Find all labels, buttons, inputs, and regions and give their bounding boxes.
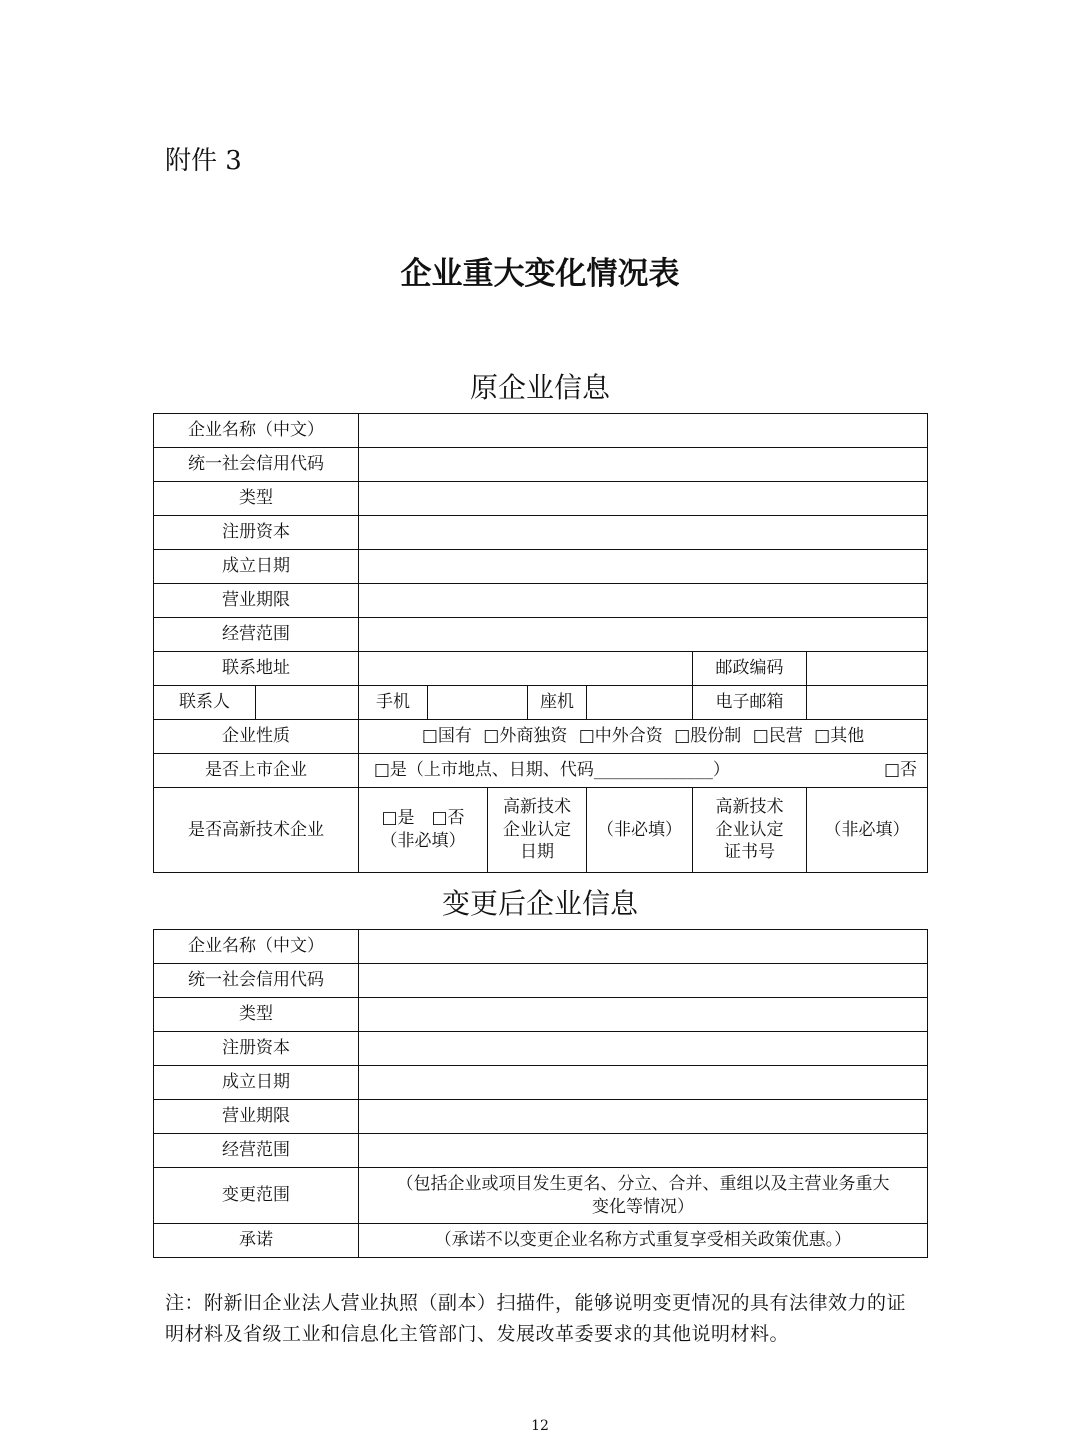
table-row	[154, 1100, 928, 1134]
label-company-name: 企业名称（中文）	[154, 414, 359, 448]
field-term[interactable]	[359, 584, 928, 618]
checkbox-other[interactable]: □其他	[814, 726, 865, 747]
table-row	[154, 652, 928, 686]
checkbox-joint-stock[interactable]: □股份制	[674, 726, 742, 747]
table-row	[154, 686, 928, 720]
field-email[interactable]	[807, 686, 928, 720]
table-row	[154, 414, 928, 448]
label-hitech-cert: 高新技术 企业认定 证书号	[693, 788, 807, 873]
label-landline: 座机	[528, 686, 587, 720]
section-title-changed: 变更后企业信息	[441, 887, 638, 920]
field-change-scope[interactable]: （包括企业或项目发生更名、分立、合并、重组以及主营业务重大 变化等情况）	[359, 1168, 928, 1224]
label-postcode: 邮政编码	[693, 652, 807, 686]
label-contact: 联系人	[154, 686, 256, 720]
label-mobile: 手机	[359, 686, 428, 720]
field-established[interactable]	[359, 550, 928, 584]
field-type[interactable]	[359, 482, 928, 516]
label-promise: 承诺	[154, 1224, 359, 1258]
label-scope: 经营范围	[154, 618, 359, 652]
field-credit-code[interactable]	[359, 448, 928, 482]
field-type[interactable]	[359, 998, 928, 1032]
table-row	[154, 448, 928, 482]
footnote: 注：附新旧企业法人营业执照（副本）扫描件，能够说明变更情况的具有法律效力的证明材料及省级工业和信息化主管部门、发展改革委要求的其他说明材料。	[165, 1292, 907, 1345]
label-type: 类型	[154, 482, 359, 516]
field-promise[interactable]: （承诺不以变更企业名称方式重复享受相关政策优惠。）	[359, 1224, 928, 1258]
table-row	[154, 998, 928, 1032]
hitech-yesno-cell	[359, 788, 488, 873]
label-established: 成立日期	[154, 1066, 359, 1100]
checkbox-state-owned[interactable]: □国有	[421, 726, 472, 747]
field-postcode[interactable]	[807, 652, 928, 686]
label-company-name: 企业名称（中文）	[154, 930, 359, 964]
field-address[interactable]	[359, 652, 693, 686]
table-row	[154, 618, 928, 652]
table-row	[154, 788, 928, 873]
label-hitech: 是否高新技术企业	[154, 788, 359, 873]
table-row	[154, 482, 928, 516]
label-listed: 是否上市企业	[154, 754, 359, 788]
changed-info-table	[153, 929, 928, 1258]
table-row	[154, 1134, 928, 1168]
original-info-table	[153, 413, 928, 873]
label-established: 成立日期	[154, 550, 359, 584]
field-company-name[interactable]	[359, 414, 928, 448]
label-credit-code: 统一社会信用代码	[154, 448, 359, 482]
section-title-original: 原企业信息	[469, 371, 610, 404]
label-email: 电子邮箱	[693, 686, 807, 720]
label-address: 联系地址	[154, 652, 359, 686]
nature-options	[359, 720, 928, 754]
field-contact[interactable]	[256, 686, 359, 720]
optional-note: （非必填）	[380, 831, 466, 851]
label-type: 类型	[154, 998, 359, 1032]
field-scope[interactable]	[359, 618, 928, 652]
field-term[interactable]	[359, 1100, 928, 1134]
table-row	[154, 964, 928, 998]
checkbox-foreign-owned[interactable]: □外商独资	[483, 726, 568, 747]
field-established[interactable]	[359, 1066, 928, 1100]
table-row	[154, 1066, 928, 1100]
document-title: 企业重大变化情况表	[400, 256, 680, 292]
table-row	[154, 930, 928, 964]
checkbox-private[interactable]: □民营	[752, 726, 803, 747]
table-row	[154, 720, 928, 754]
table-row	[154, 584, 928, 618]
field-hitech-date[interactable]: （非必填）	[587, 788, 693, 873]
table-row	[154, 1168, 928, 1224]
field-landline[interactable]	[587, 686, 693, 720]
label-change-scope: 变更范围	[154, 1168, 359, 1224]
label-nature: 企业性质	[154, 720, 359, 754]
table-row	[154, 1224, 928, 1258]
label-capital: 注册资本	[154, 516, 359, 550]
attachment-label: 附件 3	[165, 146, 242, 176]
field-credit-code[interactable]	[359, 964, 928, 998]
table-row	[154, 754, 928, 788]
label-term: 营业期限	[154, 1100, 359, 1134]
label-capital: 注册资本	[154, 1032, 359, 1066]
field-capital[interactable]	[359, 1032, 928, 1066]
label-scope: 经营范围	[154, 1134, 359, 1168]
checkbox-listed-yes[interactable]: □是（上市地点、日期、代码______________）	[373, 760, 730, 781]
field-scope[interactable]	[359, 1134, 928, 1168]
checkbox-joint-venture[interactable]: □中外合资	[578, 726, 663, 747]
checkbox-listed-no[interactable]: □否	[883, 760, 918, 781]
field-hitech-cert[interactable]: （非必填）	[807, 788, 928, 873]
field-capital[interactable]	[359, 516, 928, 550]
field-company-name[interactable]	[359, 930, 928, 964]
table-row	[154, 1032, 928, 1066]
table-row	[154, 550, 928, 584]
listed-options	[359, 754, 928, 788]
label-credit-code: 统一社会信用代码	[154, 964, 359, 998]
table-row	[154, 516, 928, 550]
label-term: 营业期限	[154, 584, 359, 618]
field-mobile[interactable]	[428, 686, 528, 720]
checkbox-hitech-yesno[interactable]: □是 □否	[381, 808, 465, 829]
label-hitech-date: 高新技术 企业认定 日期	[488, 788, 587, 873]
page-number: 12	[531, 1418, 549, 1434]
